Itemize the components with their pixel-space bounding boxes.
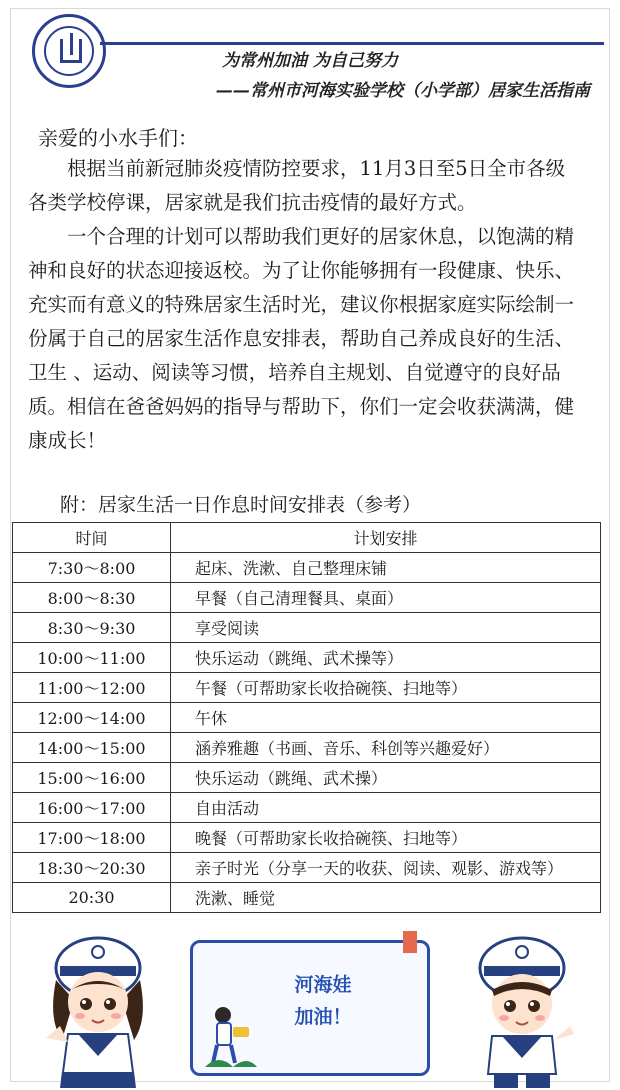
row-plan: 涵养雅趣（书画、音乐、科创等兴趣爱好） [171, 733, 601, 763]
column-header-time: 时间 [13, 523, 171, 553]
child-watering-plant-illustration [203, 1001, 259, 1071]
table-row [13, 643, 601, 673]
row-plan: 起床、洗漱、自己整理床铺 [171, 553, 601, 583]
row-plan: 快乐运动（跳绳、武术操） [171, 763, 601, 793]
header [20, 12, 610, 48]
row-plan: 亲子时光（分享一天的收获、阅读、观影、游戏等） [171, 853, 601, 883]
letter-paragraph-1: 根据当前新冠肺炎疫情防控要求，11月3日至5日全市各级各类学校停课，居家就是我们抗击疫情的最好方式。 [28, 157, 566, 214]
illustration-strip [0, 920, 620, 1090]
banner-line-1: 河海娃 [294, 974, 352, 996]
column-header-plan: 计划安排 [171, 523, 601, 553]
slogan: 为常州加油 为自己努力 [222, 51, 398, 71]
row-time: 10:00～11:00 [13, 643, 171, 673]
row-time: 11:00～12:00 [13, 673, 171, 703]
row-time: 20:30 [13, 883, 171, 913]
row-time: 12:00～14:00 [13, 703, 171, 733]
row-time: 8:00～8:30 [13, 583, 171, 613]
row-plan: 午休 [171, 703, 601, 733]
sailor-girl-illustration [38, 930, 158, 1090]
banner-text [273, 969, 373, 1033]
row-plan: 洗漱、睡觉 [171, 883, 601, 913]
row-time: 16:00～17:00 [13, 793, 171, 823]
row-time: 17:00～18:00 [13, 823, 171, 853]
row-time: 7:30～8:00 [13, 553, 171, 583]
row-plan: 晚餐（可帮助家长收拾碗筷、扫地等） [171, 823, 601, 853]
row-plan: 自由活动 [171, 793, 601, 823]
banner-line-2: 加油！ [294, 1006, 352, 1028]
table-row [13, 823, 601, 853]
bookmark-tab-icon [403, 931, 417, 953]
table-header-row [13, 523, 601, 553]
row-time: 15:00～16:00 [13, 763, 171, 793]
table-row [13, 553, 601, 583]
row-plan: 早餐（自己清理餐具、桌面） [171, 583, 601, 613]
sailor-boy-illustration [462, 930, 582, 1090]
table-row [13, 793, 601, 823]
table-row [13, 673, 601, 703]
page-subtitle: ——常州市河海实验学校（小学部）居家生活指南 [216, 81, 590, 101]
row-time: 14:00～15:00 [13, 733, 171, 763]
table-row [13, 613, 601, 643]
header-rule [100, 42, 604, 45]
appendix-title: 附：居家生活一日作息时间安排表（参考） [60, 494, 422, 516]
row-plan: 午餐（可帮助家长收拾碗筷、扫地等） [171, 673, 601, 703]
letter-body [28, 152, 580, 458]
table-row [13, 883, 601, 913]
table-row [13, 583, 601, 613]
table-row [13, 853, 601, 883]
row-plan: 快乐运动（跳绳、武术操等） [171, 643, 601, 673]
row-time: 18:30～20:30 [13, 853, 171, 883]
table-row [13, 703, 601, 733]
table-row [13, 763, 601, 793]
table-row [13, 733, 601, 763]
letter-paragraph-2: 一个合理的计划可以帮助我们更好的居家休息，以饱满的精神和良好的状态迎接返校。为了让你能够拥有一段健康、快乐、充实而有意义的特殊居家生活时光，建议你根据家庭实际绘制一份属于自己的居家生活作息安排表，帮助自己养成良好的生活、卫生 、运动、阅读等习惯，培养自主规划、自觉遵守的良好品质。相信在爸爸妈妈的指导与帮助下，你们一定会收获满满，健康成长！ [28, 225, 575, 452]
cheer-banner [190, 940, 430, 1076]
row-plan: 享受阅读 [171, 613, 601, 643]
letter-greeting: 亲爱的小水手们： [38, 126, 198, 150]
schedule-table [12, 522, 601, 913]
row-time: 8:30～9:30 [13, 613, 171, 643]
